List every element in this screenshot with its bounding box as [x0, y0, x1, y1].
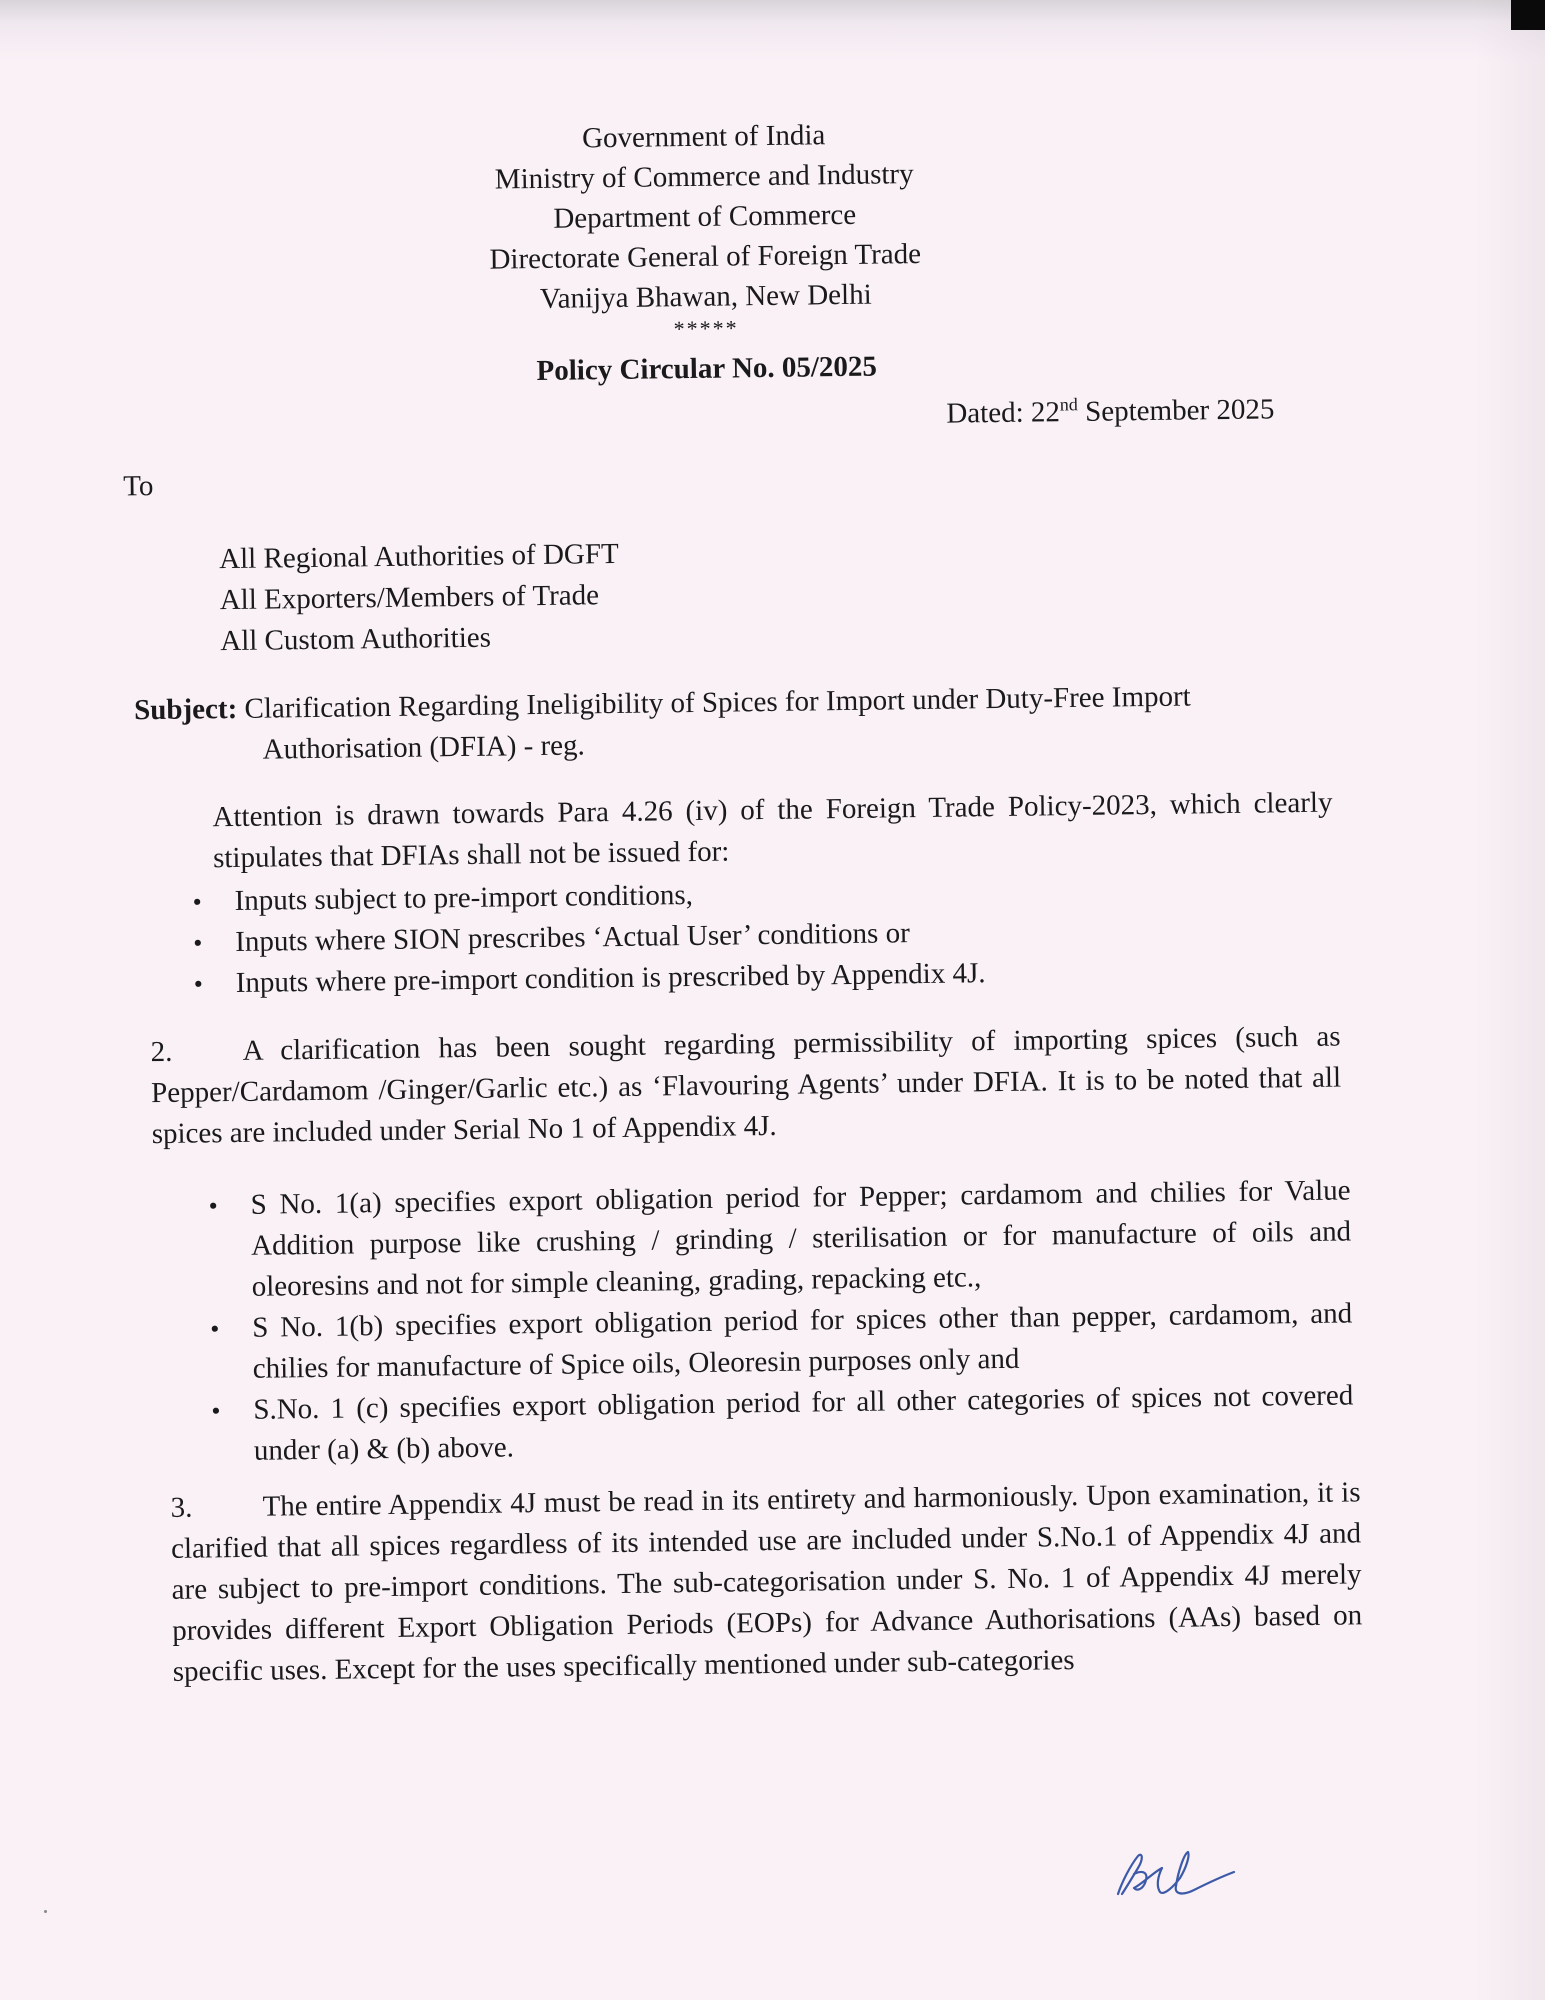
header-line: Department of Commerce [553, 198, 857, 235]
recipient: All Custom Authorities [220, 621, 492, 658]
date-line [946, 389, 1275, 433]
signature-initials [1108, 1842, 1248, 1912]
bullet-item: • Inputs where pre-import condition is prescribed by Appendix 4J. [235, 951, 1135, 1004]
bullet-item: • Inputs where SION prescribes ‘Actual User’ conditions or [235, 910, 1135, 963]
date-ordinal-suffix: nd [1059, 394, 1078, 415]
bullet-item: • S.No. 1 (c) specifies export obligation period for all other categories of spices not covered under (a) & (b) above. [253, 1375, 1354, 1471]
header-line: Directorate General of Foreign Trade [489, 237, 922, 276]
paragraph-2-bullets [250, 1170, 1354, 1471]
header-line: Vanijya Bhawan, New Delhi [539, 278, 872, 315]
header-line: Ministry of Commerce and Industry [494, 158, 914, 196]
bullet-item: • S No. 1(b) specifies export obligation period for spices other than pepper, cardamom, and chilies for manufacture of Spice oils, Oleoresin purposes only and [252, 1293, 1353, 1389]
paragraph-number: 2. [150, 1035, 173, 1069]
bullet-item: • S No. 1(a) specifies export obligation period for Pepper; cardamom and chilies for Value Addition purpose like crushing / grinding / sterilisation or for manufacture of oils and oleoresins and not for simple cleaning, grading, repacking etc., [250, 1170, 1352, 1307]
subject-line-2: Authorisation (DFIA) - reg. [262, 729, 586, 766]
paragraph-2-text: A clarification has been sought regarding permissibility of importing spices (such as Pepper/Cardamom /Ginger/Garlic etc.) as ‘Flavouring Agents’ under DFIA. It is to be noted that all spices are included under Serial No 1 of Appendix 4J. [150, 1020, 1342, 1151]
subject-line-1: Clarification Regarding Ineligibility of Spices for Import under Duty-Free Import [244, 680, 1191, 725]
date-rest: September 2025 [1077, 393, 1275, 428]
header-separator: ***** [673, 315, 739, 342]
paragraph-3-text: The entire Appendix 4J must be read in its entirety and harmoniously. Upon examination, it is clarified that all spices regardless of its intended use are included under S.No.1 of Appendix 4J and are subject to pre-import conditions. The sub-categorisation under S. No. 1 of Appendix 4J merely provides different Export Obligation Periods (EOPs) for Advance Authorisations (AAs) based on specific uses. Except for the uses specifically mentioned under sub-categories [170, 1476, 1363, 1688]
paragraph-3 [170, 1472, 1363, 1693]
recipients-list [219, 534, 620, 662]
date-prefix: Dated: 22 [946, 396, 1061, 430]
paragraph-number: 3. [170, 1491, 193, 1524]
paragraph-2 [150, 1017, 1342, 1156]
scan-speck [44, 1910, 47, 1913]
letterhead [378, 113, 1032, 393]
bullet-item: • Inputs subject to pre-import conditions, [234, 869, 1134, 922]
circular-number: Policy Circular No. 05/2025 [536, 350, 878, 388]
subject-label: Subject: [133, 692, 238, 727]
recipient: All Regional Authorities of DGFT [218, 537, 619, 576]
recipient: All Exporters/Members of Trade [219, 579, 600, 617]
paragraph-1-text: Attention is drawn towards Para 4.26 (iv) of the Foreign Trade Policy-2023, which clearly stipulates that DFIAs shall not be issued for: [212, 786, 1333, 875]
to-label: To [123, 470, 154, 503]
header-line: Government of India [581, 119, 826, 155]
paragraph-1-bullets [234, 869, 1136, 1004]
subject-block [134, 675, 1327, 773]
paragraph-1 [142, 783, 1333, 881]
